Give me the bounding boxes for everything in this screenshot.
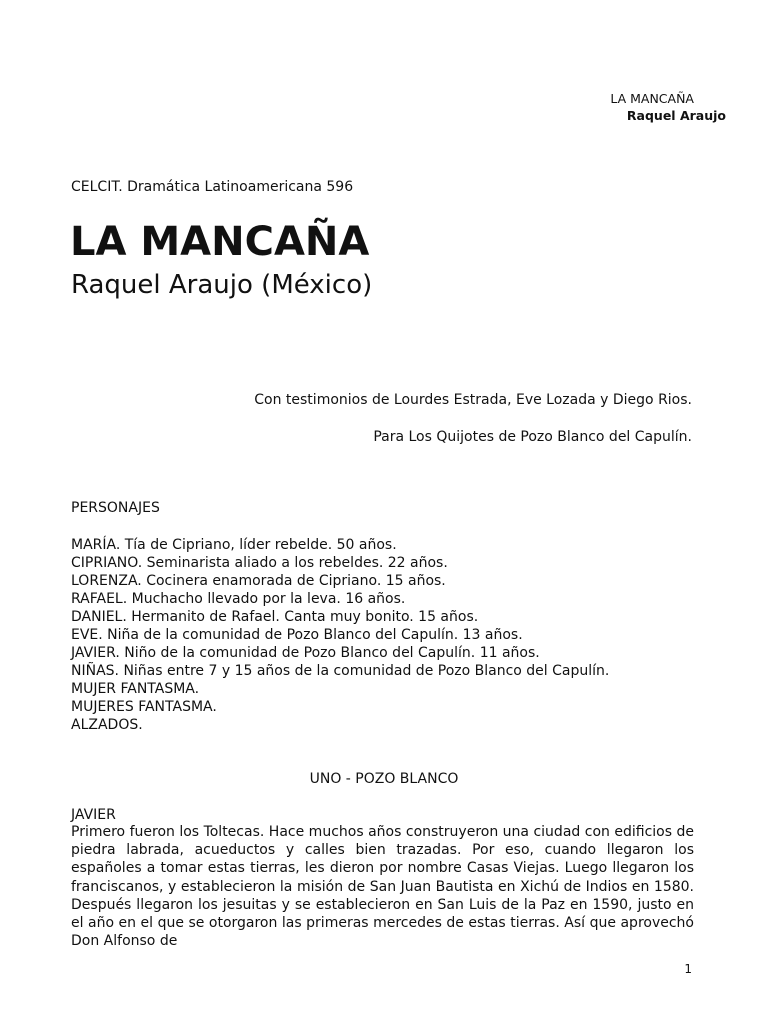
character-item: ALZADOS. (71, 717, 143, 733)
author-line: Raquel Araujo (México) (71, 270, 373, 300)
characters-heading: PERSONAJES (71, 500, 160, 516)
scene-heading: UNO - POZO BLANCO (309, 771, 459, 787)
series-label: CELCIT. Dramática Latinoamericana 596 (71, 179, 354, 195)
character-item: MUJERES FANTASMA. (71, 699, 217, 715)
character-item: JAVIER. Niño de la comunidad de Pozo Blanco del Capulín. 11 años. (71, 645, 540, 661)
character-item: RAFAEL. Muchacho llevado por la leva. 16 años. (71, 591, 406, 607)
dialogue-paragraph: Primero fueron los Toltecas. Hace muchos años construyeron una ciudad con edificios de piedra labrada, acueductos y calles bien trazadas. Por eso, cuando llegaron los españoles a tomar estas tierras, les dieron por nombre Casas Viejas. Luego llegaron los franciscanos, y establecieron la misión de San Juan Bautista en Xichú de Indios en 1580. Después llegaron los jesuitas y se establecieron en San Luis de la Paz en 1590, justo en el año en el que se otorgaron las primeras mercedes de estas tierras. Así que aprovechó Don Alfonso de (71, 824, 694, 950)
page-number: 1 (684, 962, 692, 976)
character-item: LORENZA. Cocinera enamorada de Cipriano. 15 años. (71, 573, 446, 589)
running-header-title: LA MANCAÑA (610, 91, 694, 106)
character-item: EVE. Niña de la comunidad de Pozo Blanco del Capulín. 13 años. (71, 627, 523, 643)
dedication-quijotes: Para Los Quijotes de Pozo Blanco del Capulín. (373, 429, 692, 445)
characters-list (71, 536, 609, 734)
running-header-author: Raquel Araujo (626, 108, 726, 123)
character-item: NIÑAS. Niñas entre 7 y 15 años de la comunidad de Pozo Blanco del Capulín. (71, 663, 610, 679)
speaker-name: JAVIER (71, 807, 116, 823)
dedication-testimonios: Con testimonios de Lourdes Estrada, Eve Lozada y Diego Rios. (254, 392, 692, 408)
character-item: DANIEL. Hermanito de Rafael. Canta muy bonito. 15 años. (71, 609, 479, 625)
play-title: LA MANCAÑA (70, 219, 370, 265)
character-item: MUJER FANTASMA. (71, 681, 200, 697)
character-item: MARÍA. Tía de Cipriano, líder rebelde. 50 años. (71, 537, 397, 553)
running-header (610, 90, 726, 124)
character-item: CIPRIANO. Seminarista aliado a los rebeldes. 22 años. (71, 555, 448, 571)
